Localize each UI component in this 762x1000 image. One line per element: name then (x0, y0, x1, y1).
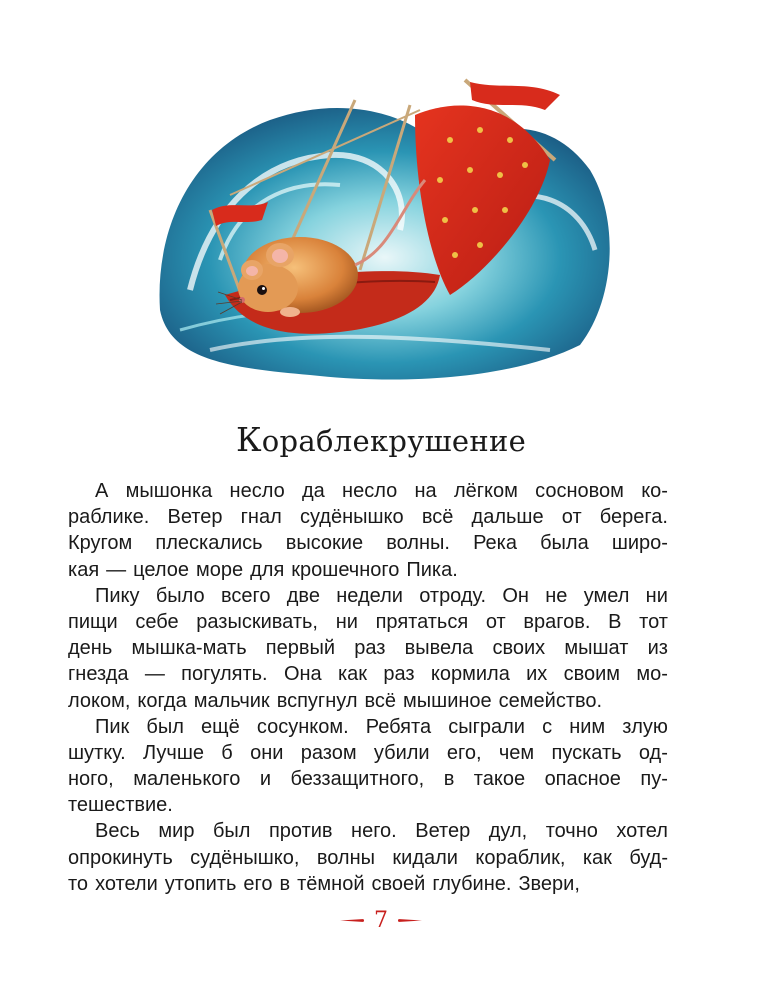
word: хотел (616, 820, 668, 843)
word: своих (492, 637, 546, 660)
word: широ- (611, 532, 668, 555)
word: од- (638, 741, 668, 764)
text-line (68, 714, 668, 740)
text-line (68, 530, 668, 556)
word: высокие (285, 532, 364, 555)
word: ни (335, 610, 358, 633)
word: Лучше (143, 741, 204, 764)
text-line (68, 557, 668, 583)
word: была (540, 532, 589, 555)
word: на (414, 480, 437, 502)
word: раз (354, 637, 386, 660)
word: ко- (641, 480, 668, 502)
left-ornament-icon (340, 919, 364, 922)
word: вывела (404, 637, 474, 660)
word: мышонка (125, 480, 213, 502)
word: Весь (95, 820, 140, 843)
word: хотели (95, 872, 158, 895)
word: от (561, 506, 582, 529)
word: тот (639, 610, 668, 633)
word: гнезда (68, 663, 129, 686)
text-line (68, 766, 668, 792)
word: злую (622, 715, 668, 738)
word: вспугнул (276, 689, 358, 712)
word: был (212, 820, 251, 843)
word: не (545, 584, 568, 607)
word: умел (583, 584, 630, 607)
word: — (106, 558, 127, 581)
word: берега. (599, 506, 668, 529)
word: пу- (640, 768, 668, 791)
word: мальчик (193, 689, 270, 712)
word: было (155, 584, 205, 607)
chapter-title-initial: К (235, 420, 262, 459)
word: Пика. (406, 558, 458, 581)
word: недели (336, 584, 403, 607)
word: Ветер (415, 820, 471, 843)
word: и (259, 768, 272, 791)
word: день (68, 637, 113, 660)
word: его (243, 872, 273, 895)
text-line (68, 635, 668, 661)
word: судёнышко (299, 506, 404, 529)
word: кая (68, 558, 100, 581)
word: несло (342, 480, 398, 502)
word: тешествие. (68, 794, 173, 817)
word: шутку. (68, 741, 126, 764)
text-line (68, 792, 668, 818)
word: сосунком. (256, 715, 349, 738)
word: точно (545, 820, 598, 843)
text-line (68, 688, 668, 714)
word: Он (502, 584, 529, 607)
word: всё (364, 689, 397, 712)
word: то (68, 872, 89, 895)
word: с (542, 715, 553, 738)
word: такое (473, 768, 526, 791)
page-number: 7 (374, 908, 388, 933)
right-ornament-icon (398, 919, 422, 922)
word: против (268, 820, 333, 843)
word: ещё (201, 715, 240, 738)
word: своей (371, 872, 426, 895)
text-line (68, 871, 668, 897)
word: раблике. (68, 506, 150, 529)
word: две (286, 584, 320, 607)
word: него. (351, 820, 397, 843)
word: семейство. (498, 689, 603, 712)
word: дул, (488, 820, 528, 843)
word: Звери, (518, 872, 580, 895)
word: их (526, 663, 548, 686)
text-line (68, 818, 668, 844)
word: раз (383, 663, 415, 686)
word: мышат (564, 637, 629, 660)
word: Пик (95, 715, 130, 738)
word: как (337, 663, 368, 686)
word: б (221, 741, 233, 764)
word: волны (316, 846, 375, 869)
word: сыграли (448, 715, 525, 738)
word: судёнышко, (190, 846, 300, 869)
word: погулять. (181, 663, 268, 686)
story-body (68, 478, 668, 897)
word: прятаться (375, 610, 469, 633)
text-line (68, 478, 668, 504)
word: как (582, 846, 612, 869)
word: из (647, 637, 668, 660)
word: Ребята (365, 715, 432, 738)
word: В (608, 610, 622, 633)
word: маленького (133, 768, 241, 791)
word: ного, (68, 768, 114, 791)
word: Ветер (167, 506, 223, 529)
word: да (301, 480, 325, 502)
word: крошечного (291, 558, 400, 581)
word: пищи (68, 610, 118, 633)
word: Река (473, 532, 517, 555)
page-number-footer (0, 908, 762, 933)
word: ним (569, 715, 606, 738)
story-illustration (150, 60, 620, 390)
word: от (485, 610, 506, 633)
text-line (68, 845, 668, 871)
word: дальше (471, 506, 544, 529)
word: был (146, 715, 184, 738)
word: гнал (240, 506, 282, 529)
word: отроду. (419, 584, 487, 607)
text-line (68, 583, 668, 609)
text-line (68, 504, 668, 530)
word: лёгком (453, 480, 518, 502)
word: его, (446, 741, 482, 764)
word: Пику (95, 584, 140, 607)
word: кораблик, (475, 846, 566, 869)
word: пускать (551, 741, 622, 764)
word: локом, (68, 689, 131, 712)
word: ни (645, 584, 668, 607)
word: врагов. (523, 610, 591, 633)
word: Она (283, 663, 322, 686)
word: тёмной (297, 872, 365, 895)
word: глубине. (432, 872, 512, 895)
word: море (196, 558, 244, 581)
text-line (68, 661, 668, 687)
word: волны. (386, 532, 450, 555)
word: чем (498, 741, 535, 764)
word: мо- (636, 663, 668, 686)
word: целое (133, 558, 189, 581)
word: первый (265, 637, 336, 660)
word: мышка-мать (131, 637, 247, 660)
word: когда (137, 689, 187, 712)
word: несло (229, 480, 285, 502)
text-line (68, 609, 668, 635)
word: в (279, 872, 291, 895)
word: плескались (155, 532, 263, 555)
text-line (68, 740, 668, 766)
word: буд- (629, 846, 668, 869)
word: опасное (544, 768, 621, 791)
chapter-title (0, 420, 762, 459)
word: беззащитного, (290, 768, 425, 791)
word: сосновом (535, 480, 624, 502)
word: себе (135, 610, 179, 633)
chapter-title-rest: ораблекрушение (261, 424, 527, 458)
word: разом (300, 741, 357, 764)
word: кидали (392, 846, 458, 869)
word: убили (373, 741, 430, 764)
word: всего (220, 584, 271, 607)
word: Кругом (68, 532, 133, 555)
word: утопить (164, 872, 237, 895)
word: мир (158, 820, 195, 843)
word: — (144, 663, 165, 686)
word: мышиное (403, 689, 492, 712)
word: опрокинуть (68, 846, 173, 869)
word: всё (421, 506, 454, 529)
word: в (443, 768, 455, 791)
word: А (95, 480, 109, 502)
word: разыскивать, (196, 610, 318, 633)
word: кормила (430, 663, 510, 686)
word: для (250, 558, 285, 581)
mouse-boat-illustration-icon (150, 60, 620, 390)
word: своим (563, 663, 621, 686)
word: они (250, 741, 284, 764)
